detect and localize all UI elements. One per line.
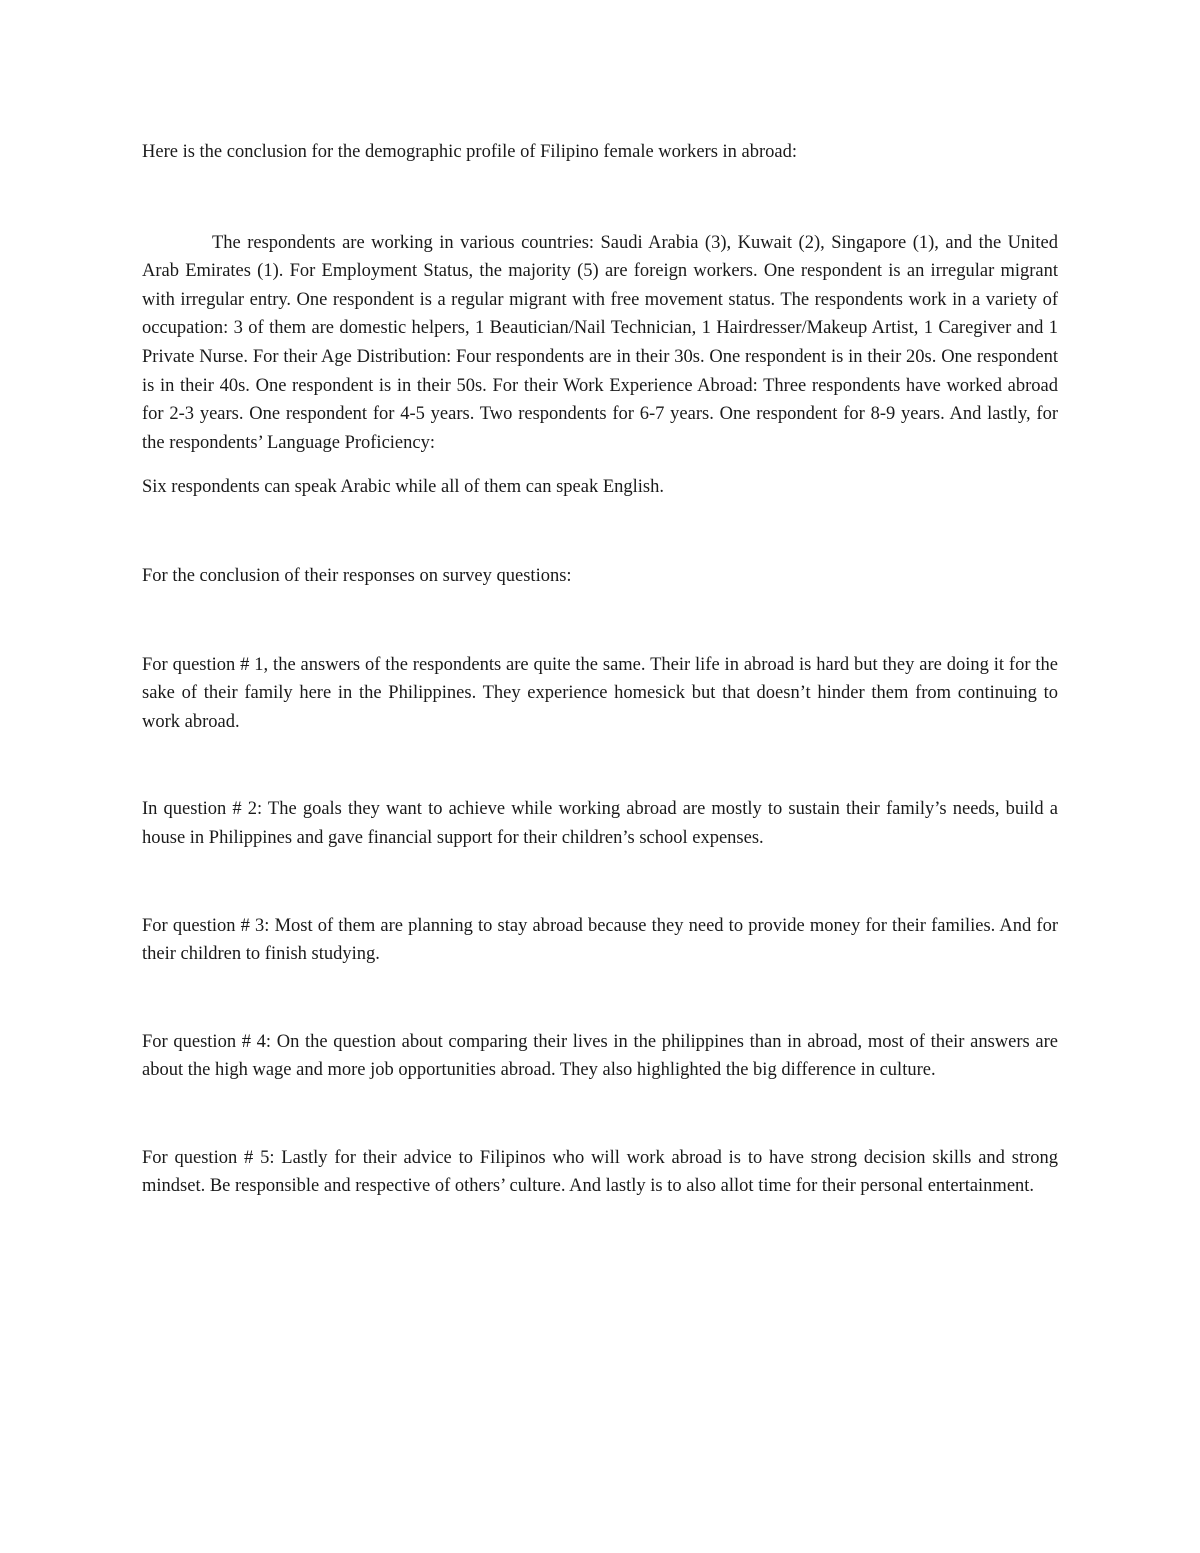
demographics-paragraph: The respondents are working in various countries: Saudi Arabia (3), Kuwait (2), Singapore (1), and the United Arab Emirates (1). For Employment Status, the majority (5) are foreign workers. One respondent is an irregular migrant with irregular entry. One respondent is a regular migrant with free movement status. The respondents work in a variety of occupation: 3 of them are domestic helpers, 1 Beautician/Nail Technician, 1 Hairdresser/Makeup Artist, 1 Caregiver and 1 Private Nurse. For their Age Distribution: Four respondents are in their 30s. One respondent is in their 20s. One respondent is in their 40s. One respondent is in their 50s. For their Work Experience Abroad: Three respondents have worked abroad for 2-3 years. One respondent for 4-5 years. Two respondents for 6-7 years. One respondent for 8-9 years. And lastly, for the respondents’ Language Proficiency: bbox=[142, 232, 1058, 453]
question-3-paragraph: For question # 3: Most of them are planning to stay abroad because they need to provide money for their families. And for their children to finish studying. bbox=[142, 915, 1058, 965]
survey-intro-paragraph: For the conclusion of their responses on survey questions: bbox=[142, 565, 572, 586]
document-page bbox=[142, 138, 1058, 1260]
question-5-paragraph: For question # 5: Lastly for their advice to Filipinos who will work abroad is to have strong decision skills and strong mindset. Be responsible and respective of others’ culture. And lastly is to also allot time for their personal entertainment. bbox=[142, 1147, 1058, 1197]
intro-paragraph: Here is the conclusion for the demographic profile of Filipino female workers in abroad: bbox=[142, 142, 798, 162]
question-1-paragraph: For question # 1, the answers of the respondents are quite the same. Their life in abroad is hard but they are doing it for the sake of their family here in the Philippines. They experience homesick but that doesn’t hinder them from continuing to work abroad. bbox=[142, 654, 1058, 732]
question-2-paragraph: In question # 2: The goals they want to achieve while working abroad are mostly to sustain their family’s needs, build a house in Philippines and gave financial support for their children’s school expenses. bbox=[142, 799, 1058, 848]
question-4-paragraph: For question # 4: On the question about comparing their lives in the philippines than in abroad, most of their answers are about the high wage and more job opportunities abroad. They also highlighted the big difference in culture. bbox=[142, 1031, 1058, 1081]
language-paragraph: Six respondents can speak Arabic while all of them can speak English. bbox=[142, 477, 664, 498]
